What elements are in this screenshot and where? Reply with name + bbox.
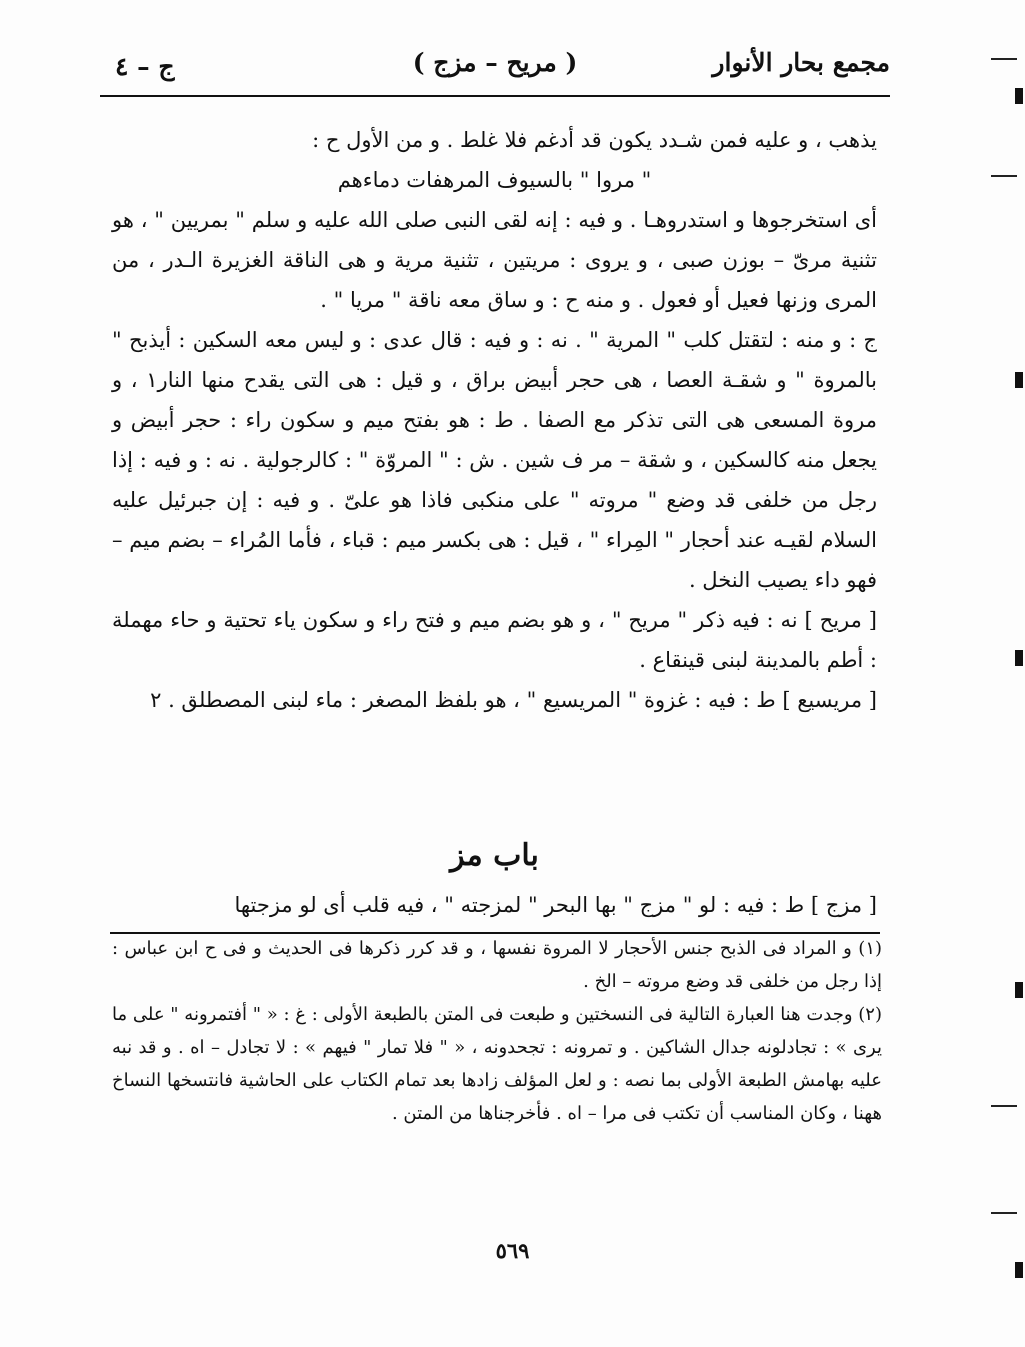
entry-mrih: [ مريح ] نه : فيه ذكر " مريح " ، و هو بضم ميم و فتح راء و سكون ياء تحتية و حاء مهملة : أطم بالمدينة لبنى قينقاع . — [112, 608, 877, 672]
footnotes — [112, 932, 882, 1130]
text-line: يذهب ، و عليه فمن شـدد يكون قد أدغم فلا غلط . و من الأول ح : — [312, 128, 877, 152]
margin-mark — [991, 58, 1017, 60]
running-header — [100, 48, 890, 94]
margin-mark — [1015, 88, 1023, 104]
verse-line: " مروا " بالسيوف المرهفات دماءهم — [337, 168, 652, 192]
margin-mark — [1015, 1262, 1023, 1278]
entry-range: ( مريح – مزج ) — [412, 48, 578, 77]
entry-mazj: [ مزج ] ط : فيه : لو " مزج " بها البحر " لمزجته " ، فيه قلب أى لو مزجتها — [234, 893, 877, 917]
volume-label: ج – ٤ — [115, 52, 175, 81]
margin-mark — [1015, 650, 1023, 666]
section-heading: باب مز — [450, 838, 539, 873]
page-number: ٥٦٩ — [495, 1238, 530, 1263]
text-paragraph: ج : و منه : لتقتل كلب " المرية " . نه : و فيه : قال عدى : و ليس معه السكين : أيذبح " بالمروة " و شقـة العصا ، هى حجر أبيض براق ، و قيل : هى التى يقدح منها النار١ ، و مروة المسعى هى التى تذكر مع الصفا . ط : هو بفتح ميم و سكون راء : حجر أبيض و يجعل منه كالسكين ، و شقة – مر ف شين . ش : " المروّة " : كالرجولية . نه : و فيه : إذا رجل من خلفى قد وضع " مروته " على منكبى فاذا هو علىّ . و فيه : إن جبرئيل عليه السلام لقيـه عند أحجار " المِراء " ، قيل : هى بكسر ميم : قباء ، فأما المُراء – بضم ميم – فهو داء يصيب النخل . — [112, 328, 877, 592]
margin-mark — [1015, 372, 1023, 388]
margin-mark — [1015, 982, 1023, 998]
footnote-1: (١) و المراد فى الذبح جنس الأحجار لا المروة نفسها ، و قد كرر ذكرها فى الحديث و فى ح ابن عباس : إذا رجل من خلفى قد وضع مروته – الخ . — [112, 938, 883, 992]
main-text — [112, 120, 877, 720]
entry-muraisi: [ مريسيع ] ط : فيه : غزوة " المريسيع " ، هو بلفظ المصغر : ماء لبنى المصطلق . ٢ — [150, 688, 877, 712]
margin-mark — [991, 1105, 1017, 1107]
margin-mark — [991, 1212, 1017, 1214]
footnote-2: (٢) وجدت هنا العبارة التالية فى النسختين و طبعت فى المتن بالطبعة الأولى : غ : « " أفتمرونه " على ما يرى » : تجادلونه جدال الشاكين . و تمرونه : تجحدونه ، « " فلا تمار " فيهم » : لا تجادل – اه . و قد نبه عليه بهامش الطبعة الأولى بما نصه : و لعل المؤلف زادها بعد تمام الكتاب على الحاشية فانتسخها النساخ ههنا ، وكان المناسب أن تكتب فى مرا – اه . فأخرجناها من المتن . — [112, 1004, 882, 1124]
text-paragraph: أى استخرجوها و استدروهـا . و فيه : إنه لقى النبى صلى الله عليه و سلم " بمريين " ، هو تثنية مرىّ – بوزن صبى ، و يروى : مريتين ، تثنية مرية و هى الناقة الغزيرة الـدر ، من المرى وزنها فعيل أو فعول . و منه ح : و ساق معه ناقة " مريا " . — [112, 208, 877, 312]
header-rule — [100, 95, 890, 97]
book-title: مجمع بحار الأنوار — [712, 48, 890, 77]
margin-mark — [991, 175, 1017, 177]
